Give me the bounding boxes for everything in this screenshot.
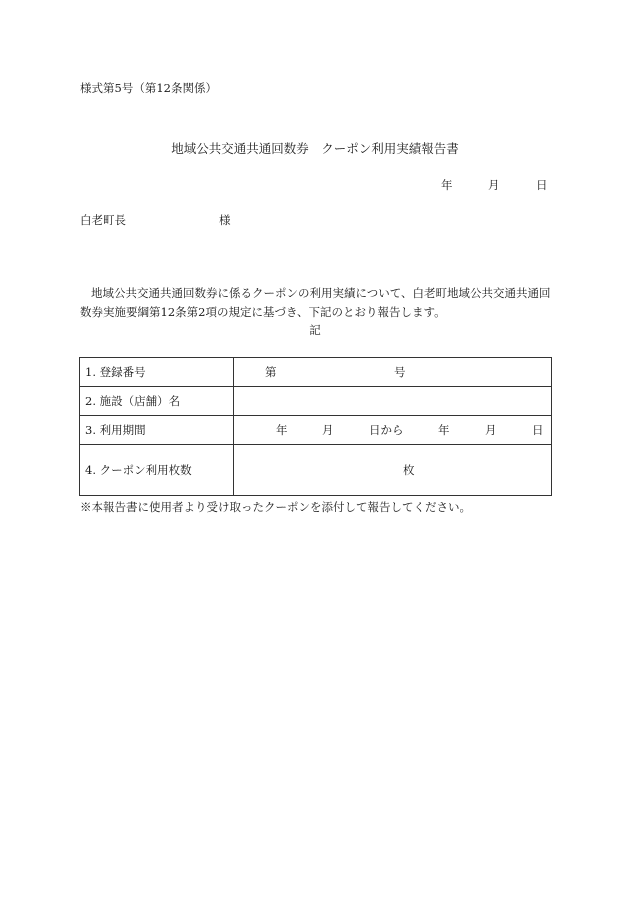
usage-period-label: 3. 利用期間 [80,416,234,445]
form-number: 様式第5号（第12条関係） [80,81,217,95]
report-table [79,357,552,496]
coupon-count-cell [234,445,552,496]
usage-period-cell [234,416,552,445]
table-row [80,358,552,387]
registration-number-label: 1. 登録番号 [80,358,234,387]
start-year-label: 年 [276,423,288,437]
coupon-count-unit: 枚 [403,463,415,477]
body-text: 地域公共交通共通回数券に係るクーポンの利用実績について、白老町地域公共交通共通回数券実施要綱第12条第2項の規定に基づき、下記のとおり報告します。 [80,286,551,319]
addressee: 白老町長 [80,213,126,227]
registration-suffix: 号 [394,365,406,379]
footnote: ※本報告書に使用者より受け取ったクーポンを添付して報告してください。 [80,500,471,514]
table-row [80,416,552,445]
date-month-label: 月 [488,178,500,192]
registration-prefix: 第 [265,365,277,379]
honorific: 様 [219,213,231,227]
coupon-count-label: 4. クーポン利用枚数 [80,445,234,496]
table-row [80,445,552,496]
date-day-label: 日 [536,178,548,192]
facility-name-label: 2. 施設（店舗）名 [80,387,234,416]
date-year-label: 年 [441,178,453,192]
table-row [80,387,552,416]
facility-name-cell [234,387,552,416]
end-day-label: 日 [532,423,544,437]
ki-heading: 記 [309,323,321,337]
document-title: 地域公共交通共通回数券 クーポン利用実績報告書 [171,141,459,156]
start-day-label: 日から [369,423,404,437]
end-month-label: 月 [485,423,497,437]
registration-number-cell [234,358,552,387]
end-year-label: 年 [438,423,450,437]
start-month-label: 月 [322,423,334,437]
